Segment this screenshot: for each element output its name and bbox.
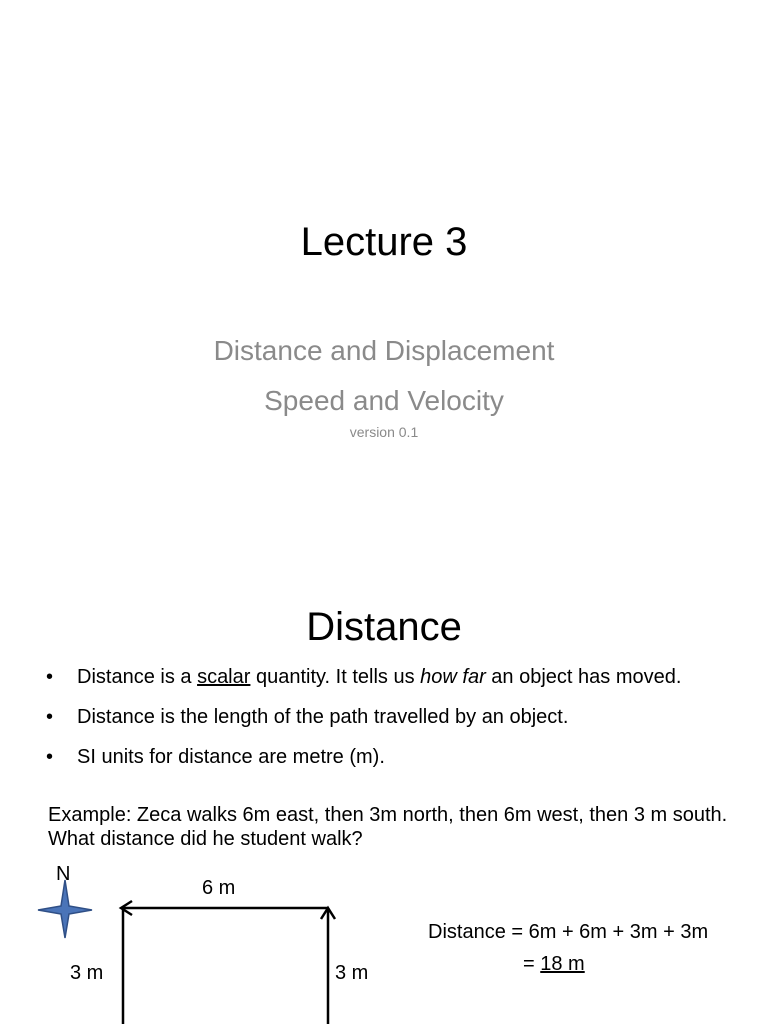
bullet-text: SI units for distance are metre (m). [77, 746, 385, 768]
bullet-icon: • [46, 666, 54, 688]
subtitle-distance-displacement: Distance and Displacement [213, 335, 555, 366]
bullet-text-underlined: scalar [197, 666, 251, 688]
result-prefix: = [523, 953, 541, 975]
bullet-text-post: an object has moved. [485, 666, 682, 688]
top-distance-label: 6 m [202, 877, 236, 899]
version-label: version 0.1 [349, 424, 419, 440]
slide-title-distance: Distance [306, 605, 462, 649]
distance-result [523, 952, 585, 976]
lecture-title: Lecture 3 [300, 220, 468, 264]
bullet-text: Distance is the length of the path travelled by an object. [77, 706, 569, 728]
walking-path [121, 901, 335, 1024]
distance-equation: Distance = 6m + 6m + 3m + 3m [428, 921, 709, 943]
left-distance-label: 3 m [70, 962, 104, 984]
compass-north-label: N [56, 863, 71, 885]
right-distance-label: 3 m [335, 962, 369, 984]
subtitle-speed-velocity: Speed and Velocity [264, 385, 504, 416]
result-value: 18 m [540, 953, 585, 975]
bullet-text-mid: quantity. It tells us [250, 666, 421, 688]
bullet-text-pre: Distance is a [77, 666, 198, 688]
example-text: Example: Zeca walks 6m east, then 3m north, then 6m west, then 3 m south. What distance did he student walk? [48, 804, 728, 850]
compass-star-icon [38, 880, 92, 938]
bullet-text-italic: how far [420, 666, 486, 688]
bullet-icon: • [46, 706, 54, 728]
bullet-icon: • [46, 746, 54, 768]
